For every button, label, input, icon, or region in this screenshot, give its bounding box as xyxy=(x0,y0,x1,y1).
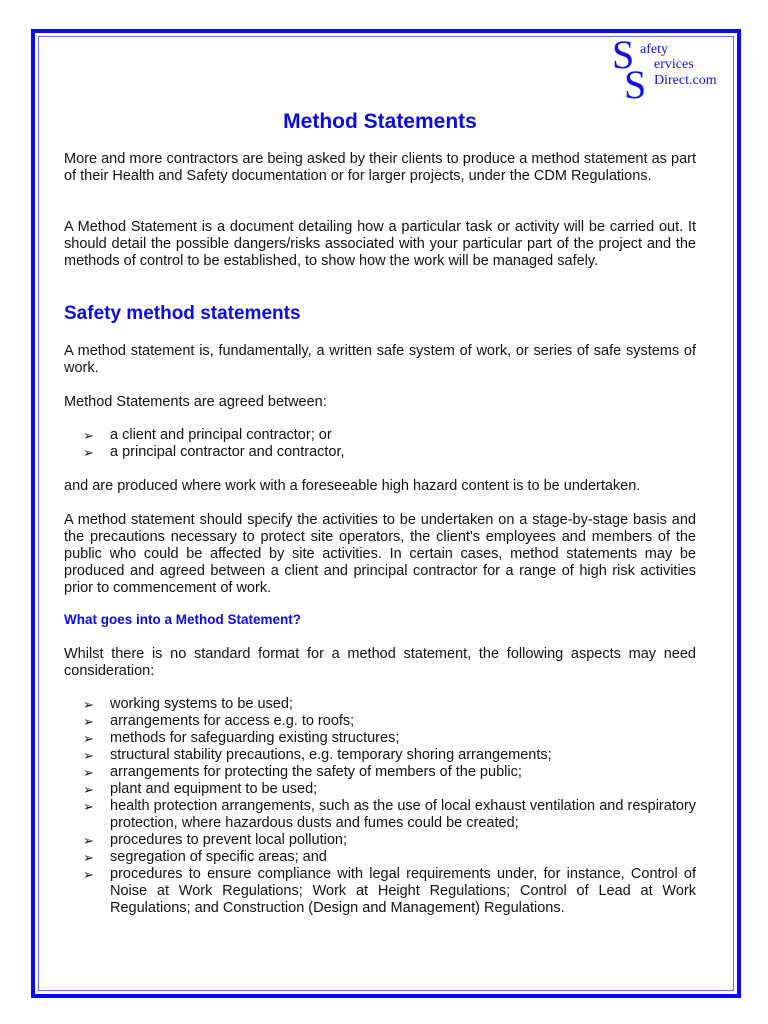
list-item-text: procedures to prevent local pollution; xyxy=(110,832,347,848)
paragraph: A method statement should specify the activities to be undertaken on a stage-by-stage basis and the precautions necessary to protect site operators, the client's employees and members of the public who could be affected by site activities. In certain cases, method statements may be produced and agreed between a client and principal contractor for a range of high risk activities prior to commencement of work. xyxy=(64,512,696,596)
logo-word: ervices xyxy=(654,57,694,72)
list-item xyxy=(64,849,696,866)
subsection-heading: What goes into a Method Statement? xyxy=(64,612,302,627)
arrow-bullet-icon: ➢ xyxy=(83,428,94,443)
logo-letter: S xyxy=(612,32,635,77)
arrow-bullet-icon: ➢ xyxy=(83,731,94,746)
list-item-text: a principal contractor and contractor, xyxy=(110,444,345,460)
list-item-text: health protection arrangements, such as the use of local exhaust ventilation and respiratory protection, where hazardous dusts and fumes could be created; xyxy=(110,798,696,831)
list-item xyxy=(64,444,696,461)
list-item-text: procedures to ensure compliance with legal requirements under, for instance, Control of Noise at Work Regulations; Work at Height Regulations; Control of Lead at Work Regulations; and Construction (Design and Management) Regulations. xyxy=(110,866,696,916)
arrow-bullet-icon: ➢ xyxy=(83,697,94,712)
list-item xyxy=(64,713,696,730)
list-item xyxy=(64,798,696,832)
paragraph: Whilst there is no standard format for a method statement, the following aspects may need consideration: xyxy=(64,646,696,679)
logo-letter: S xyxy=(624,62,647,107)
arrow-bullet-icon: ➢ xyxy=(83,850,94,865)
list-item-text: segregation of specific areas; and xyxy=(110,849,327,865)
arrow-bullet-icon: ➢ xyxy=(83,765,94,780)
paragraph: A method statement is, fundamentally, a written safe system of work, or series of safe systems of work. xyxy=(64,343,696,376)
logo-word: Direct.com xyxy=(654,73,717,88)
list-item xyxy=(64,730,696,747)
arrow-bullet-icon: ➢ xyxy=(83,782,94,797)
list-item xyxy=(64,747,696,764)
aspects-list xyxy=(64,696,696,917)
list-item-text: working systems to be used; xyxy=(110,696,293,712)
arrow-bullet-icon: ➢ xyxy=(83,833,94,848)
list-item-text: methods for safeguarding existing structures; xyxy=(110,730,400,746)
arrow-bullet-icon: ➢ xyxy=(83,867,94,882)
intro-paragraph: More and more contractors are being asked by their clients to produce a method statement as part of their Health and Safety documentation or for larger projects, under the CDM Regulations. xyxy=(64,151,696,184)
list-item xyxy=(64,866,696,917)
list-item-text: arrangements for protecting the safety of members of the public; xyxy=(110,764,522,780)
intro-paragraph: A Method Statement is a document detailing how a particular task or activity will be carried out. It should detail the possible dangers/risks associated with your particular part of the project and the methods of control to be established, to show how the work will be managed safely. xyxy=(64,219,696,269)
paragraph: and are produced where work with a foreseeable high hazard content is to be undertaken. xyxy=(64,478,641,494)
list-item xyxy=(64,764,696,781)
arrow-bullet-icon: ➢ xyxy=(83,714,94,729)
paragraph: Method Statements are agreed between: xyxy=(64,394,327,410)
page-title: Method Statements xyxy=(283,110,477,133)
list-item-text: a client and principal contractor; or xyxy=(110,427,332,443)
safety-services-direct-logo xyxy=(612,32,734,107)
arrow-bullet-icon: ➢ xyxy=(83,748,94,763)
logo-word: afety xyxy=(640,42,668,57)
list-item-text: arrangements for access e.g. to roofs; xyxy=(110,713,355,729)
list-item-text: structural stability precautions, e.g. temporary shoring arrangements; xyxy=(110,747,552,763)
arrow-bullet-icon: ➢ xyxy=(83,799,94,814)
list-item-text: plant and equipment to be used; xyxy=(110,781,318,797)
agreed-between-list xyxy=(64,427,696,461)
arrow-bullet-icon: ➢ xyxy=(83,445,94,460)
section-heading: Safety method statements xyxy=(64,303,301,324)
list-item xyxy=(64,427,696,444)
list-item xyxy=(64,696,696,713)
list-item xyxy=(64,832,696,849)
list-item xyxy=(64,781,696,798)
